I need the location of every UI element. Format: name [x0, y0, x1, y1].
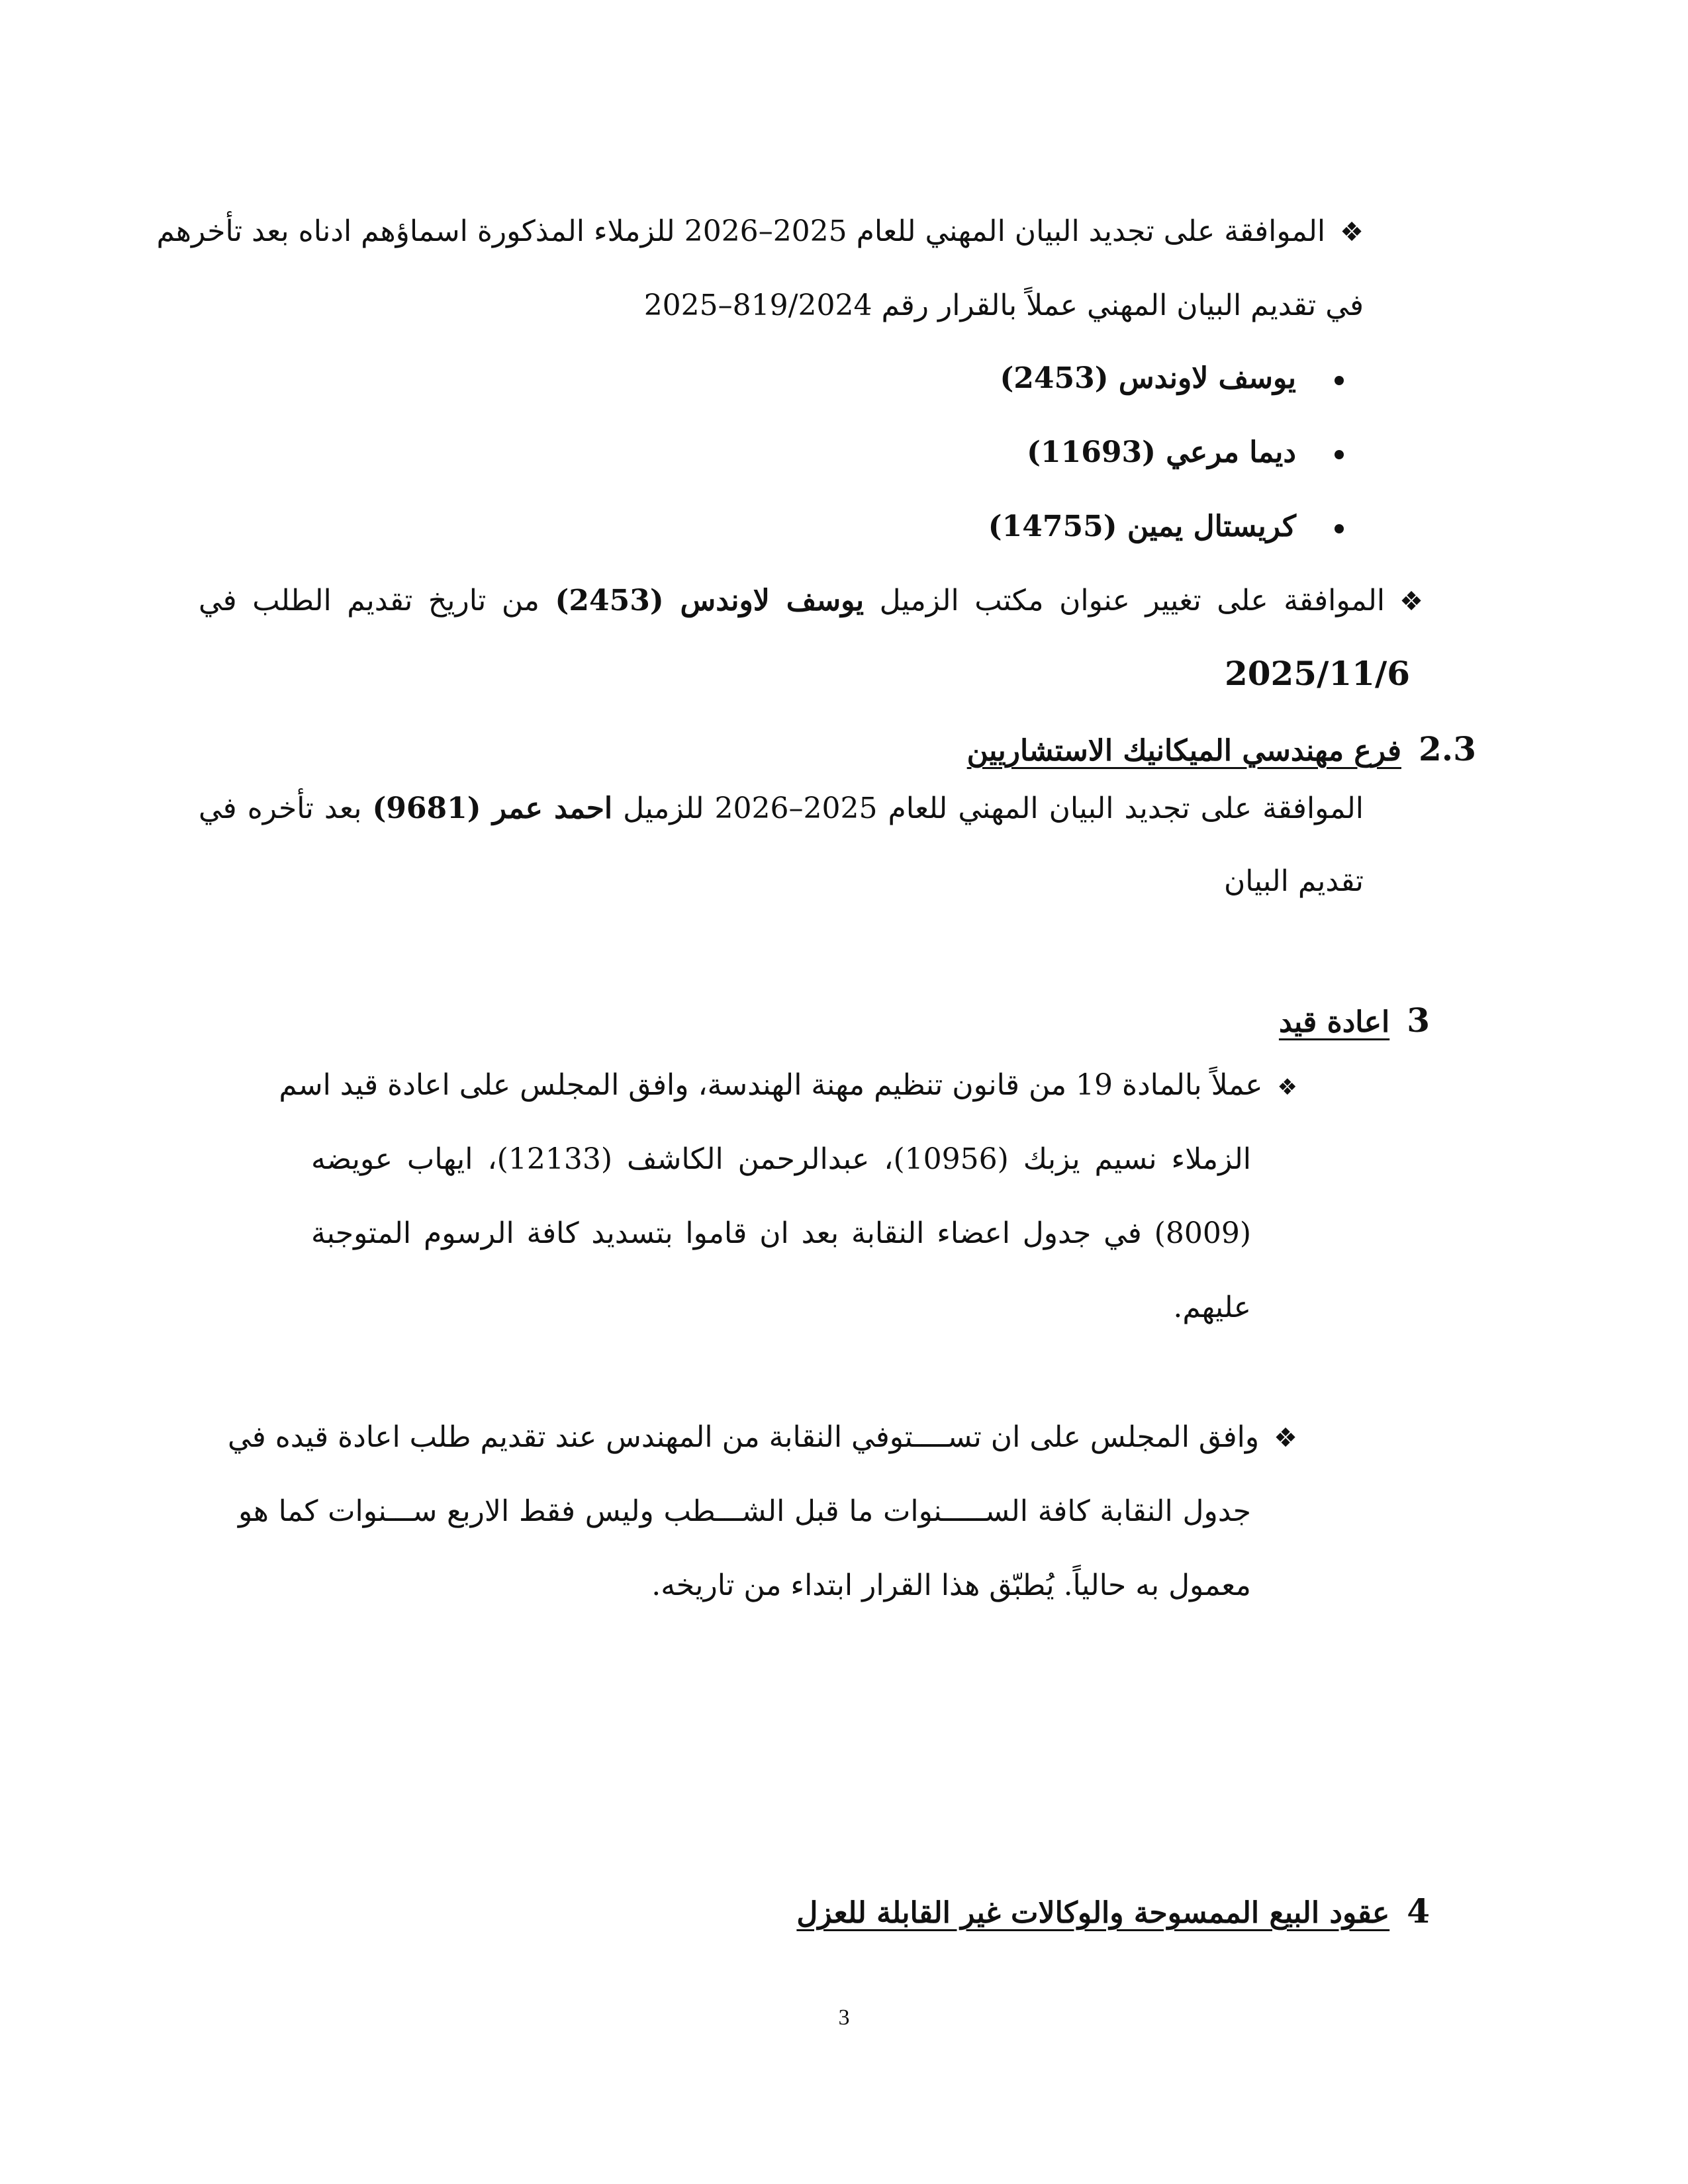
diamond-bullet-icon: ❖	[1274, 1423, 1297, 1453]
list-item: كريستال يمين (14755)	[988, 506, 1344, 548]
list-item: ديما مرعي (11693)	[1027, 432, 1344, 474]
renewal-paragraph-line-2: في تقديم البيان المهني عملاً بالقرار رقم 819/2024–2025	[643, 289, 1364, 322]
page-number: 3	[838, 2005, 850, 2030]
renewal-paragraph-line-1: ❖الموافقة على تجديد البيان المهني للعام 2025–2026 للزملاء المذكورة اسماؤهم ادناه بعد تأخرهم	[199, 210, 1364, 253]
bullet-dot-icon	[1335, 524, 1344, 533]
fees-paragraph-line-3: معمول به حالياً. يُطبّق هذا القرار ابتداء من تاريخه.	[651, 1569, 1251, 1602]
section-2-3-heading: 2.3فرع مهندسي الميكانيك الاستشاريين	[966, 729, 1476, 768]
section-title: فرع مهندسي الميكانيك الاستشاريين	[966, 734, 1401, 768]
reinstatement-line-2: الزملاء نسيم يزبك (10956)، عبدالرحمن الكاشف (12133)، ايهاب عويضه	[311, 1142, 1251, 1176]
reinstatement-line-1: ❖عملاً بالمادة 19 من قانون تنظيم مهنة الهندسة، وافق المجلس على اعادة قيد اسم	[311, 1064, 1297, 1109]
section-title: عقود البيع الممسوحة والوكالات غير القابلة للعزل	[796, 1896, 1390, 1930]
section-4-heading: 4عقود البيع الممسوحة والوكالات غير القابلة للعزل	[796, 1891, 1430, 1931]
list-item: يوسف لاوندس (2453)	[1000, 357, 1344, 400]
diamond-bullet-icon: ❖	[1399, 586, 1423, 617]
reinstatement-line-3: (8009) في جدول اعضاء النقابة بعد ان قاموا بتسديد كافة الرسوم المتوجبة	[311, 1216, 1251, 1250]
section-2-3-line-2: تقديم البيان	[1223, 864, 1364, 898]
diamond-bullet-icon: ❖	[1340, 217, 1364, 248]
bullet-dot-icon	[1335, 376, 1344, 385]
office-change-paragraph-line-1: ❖الموافقة على تغيير عنوان مكتب الزميل يوسف لاوندس (2453) من تاريخ تقديم الطلب في	[199, 580, 1423, 623]
office-change-date: 2025/11/6	[1224, 654, 1410, 693]
reinstatement-line-4: عليهم.	[1173, 1291, 1251, 1324]
fees-paragraph-line-2: جدول النقابة كافة الســـــنوات ما قبل الشـــطب وليس فقط الاربع ســـنوات كما هو	[238, 1494, 1251, 1528]
section-title: اعادة قيد	[1278, 1005, 1390, 1039]
section-2-3-line-1: الموافقة على تجديد البيان المهني للعام 2025–2026 للزميل احمد عمر (9681) بعد تأخره في	[199, 792, 1364, 825]
fees-paragraph-line-1: ❖وافق المجلس على ان تســــتوفي النقابة من المهندس عند تقديم طلب اعادة قيده في	[238, 1416, 1297, 1459]
section-3-heading: 3اعادة قيد	[1278, 1001, 1430, 1040]
diamond-bullet-icon: ❖	[1277, 1074, 1297, 1101]
bullet-dot-icon	[1335, 450, 1344, 459]
